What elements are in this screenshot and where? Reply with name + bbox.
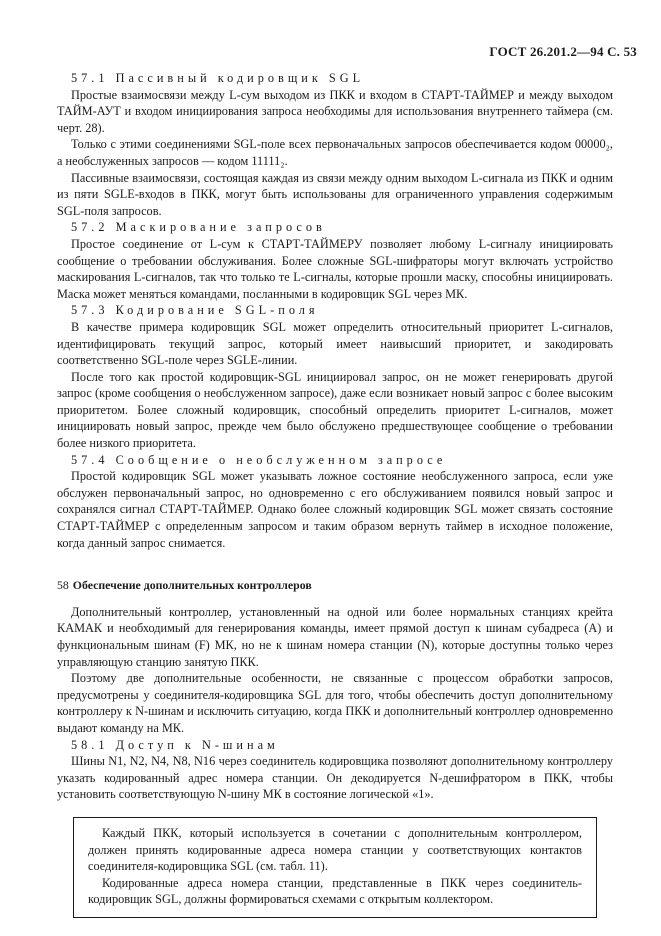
paragraph: Простой кодировщик SGL может указывать ложное состояние необслуженного запроса, если уже обслужен первоначальный запрос, но одновременно с его обслуживанием появился новый запрос и сохранялся сигнал СТАРТ-ТАЙМЕР. Однако более сложный кодировщик SGL может связать состояние СТАРТ-ТАЙМЕР с определенным запросом и таким образом вернуть таймер в исходное положение, когда данный запрос снимается.	[57, 469, 613, 550]
subsection-title-57-2: 57.2 Маскирование запросов	[71, 220, 326, 235]
paragraph: В качестве примера кодировщик SGL может определить относительный приоритет L-сигналов, идентифицировать текущий запрос, который имеет наивысший приоритет, и закодировать соответственно SGL-поле через SGLE-линии.	[57, 319, 613, 368]
subsection-title-57-4: 57.4 Сообщение о необслуженном запросе	[71, 452, 447, 467]
section-title-58	[57, 577, 613, 594]
paragraph: Поэтому две дополнительные особенности, не связанные с процессом обработки запросов, предусмотрены у соединителя-кодировщика SGL для того, чтобы обеспечить доступ дополнительному контроллеру к N-шинам и исключить ситуацию, когда ПКК и дополнительный контроллер одновременно выдают команду на МК.	[57, 671, 613, 735]
section-title-text: Обеспечение дополнительных контроллеров	[72, 578, 312, 593]
paragraph: Пассивные взаимосвязи, состоящая каждая из связи между одним выходом L-сигнала из ПКК и одним из пяти SGLE-входов в ПКК, могут быть использованы для ограниченного управления содержимым SGL-поля запросов.	[57, 170, 613, 218]
note-paragraph: Каждый ПКК, который используется в сочетании с дополнительным контроллером, должен принять кодированные адреса номера станции у соответствующих контактов соединителя-кодировщика SGL (см. табл. 11).	[88, 825, 582, 874]
page-content	[57, 70, 613, 918]
paragraph: Простые взаимосвязи между L-сум выходом из ПКК и входом в СТАРТ-ТАЙМЕР и между выходом ТАЙМ-АУТ и входом инициирования запроса необходимы для использования внутреннего таймера (см. черт. 28).	[57, 87, 613, 135]
subsection-title-57-3: 57.3 Кодирование SGL-поля	[71, 303, 319, 318]
boxed-note	[73, 817, 597, 918]
paragraph: Дополнительный контроллер, установленный на одной или более нормальных станциях крейта КАМАК и необходимый для генерирования команды, имеет прямой доступ к шинам субадреса (А) и функциональным шинам (F) МК, но не к шинам номера станции (N), которые доступны только через управляющую станцию занятую ПКК.	[57, 604, 613, 669]
page-header: ГОСТ 26.201.2—94 С. 53	[489, 44, 637, 59]
note-paragraph: Кодированные адреса номера станции, представленные в ПКК через соединитель-кодировщик SGL, должны формироваться схемами с открытым коллектором.	[88, 875, 582, 907]
subsection-title-57-1: 57.1 Пассивный кодировщик SGL	[71, 71, 365, 85]
paragraph: Только с этими соединениями SGL-поле всех первоначальных запросов обеспечивается кодом 00000₂, а необслуженных запросов — кодом 11111₂.	[57, 137, 613, 168]
paragraph: После того как простой кодировщик-SGL инициировал запрос, он не может генерировать другой запрос (кроме сообщения о необслуженном запросе), даже если возникает новый запрос с более высоким приоритетом. Более сложный кодировщик, способный определить приоритет L-сигналов, может инициировать новый запрос, прежде чем было обслужено предшествующее сообщение о требовании более низкого приоритета.	[57, 369, 613, 451]
subsection-title-58-1: 58.1 Доступ к N-шинам	[71, 737, 279, 752]
section-number: 58	[57, 578, 69, 593]
paragraph: Шины N1, N2, N4, N8, N16 через соединитель кодировщика позволяют дополнительному контроллеру указать кодированный адрес номера станции. Он декодируется N-дешифратором в ПКК, чтобы установить соответствующую N-шину МК в состояние логической «1».	[57, 754, 613, 802]
paragraph: Простое соединение от L-сум к СТАРТ-ТАЙМЕРУ позволяет любому L-сигналу инициировать сообщение о требовании обслуживания. Более сложные SGL-шифраторы могут включать устройство маскирования L-сигналов, так что только те L-сигналы, которые прошли маску, способны инициировать. Маска может меняться командами, посланными в кодировщик SGL через МК.	[57, 236, 613, 301]
